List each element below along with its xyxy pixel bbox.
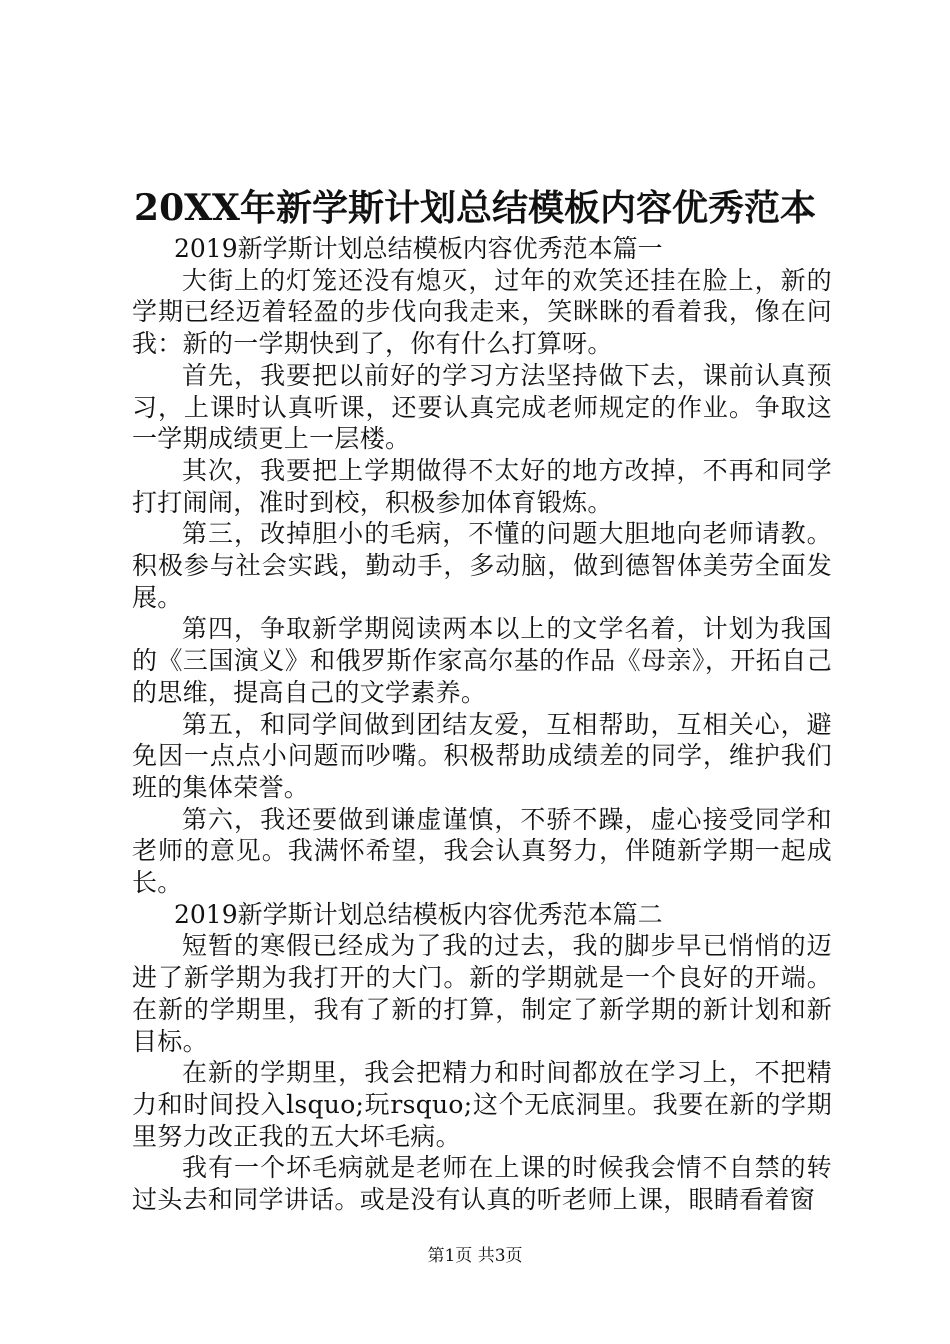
paragraph: 第三，改掉胆小的毛病，不懂的问题大胆地向老师请教。积极参与社会实践，勤动手，多动脑，做到德智体美劳全面发展。 <box>132 519 832 612</box>
section-heading-1: 2019新学斯计划总结模板内容优秀范本篇一 <box>174 234 663 263</box>
paragraph: 其次，我要把上学期做得不太好的地方改掉，不再和同学打打闹闹，准时到校，积极参加体育锻炼。 <box>132 455 832 517</box>
paragraph: 在新的学期里，我会把精力和时间都放在学习上，不把精力和时间投入lsquo;玩rsquo;这个无底洞里。我要在新的学期里努力改正我的五大坏毛病。 <box>132 1058 832 1151</box>
paragraph: 首先，我要把以前好的学习方法坚持做下去，课前认真预习，上课时认真听课，还要认真完成老师规定的作业。争取这一学期成绩更上一层楼。 <box>132 360 832 454</box>
paragraph: 短暂的寒假已经成为了我的过去，我的脚步早已悄悄的迈进了新学期为我打开的大门。新的学期就是一个良好的开端。在新的学期里，我有了新的打算，制定了新学期的新计划和新目标。 <box>132 931 832 1056</box>
paragraph: 第六，我还要做到谦虚谨慎，不骄不躁，虚心接受同学和老师的意见。我满怀希望，我会认真努力，伴随新学期一起成长。 <box>132 804 832 898</box>
page-footer: 第1页 共3页 <box>427 1246 523 1266</box>
document-title: 20XX年新学斯计划总结模板内容优秀范本 <box>134 187 816 229</box>
document-body <box>132 233 832 1216</box>
paragraph: 第四，争取新学期阅读两本以上的文学名着，计划为我国的《三国演义》和俄罗斯作家高尔基的作品《母亲》，开拓自己的思维，提高自己的文学素养。 <box>132 614 832 707</box>
paragraph: 第五，和同学间做到团结友爱，互相帮助，互相关心，避免因一点点小问题而吵嘴。积极帮助成绩差的同学，维护我们班的集体荣誉。 <box>132 709 832 802</box>
section-heading-2: 2019新学斯计划总结模板内容优秀范本篇二 <box>174 899 663 929</box>
paragraph: 大街上的灯笼还没有熄灭，过年的欢笑还挂在脸上，新的学期已经迈着轻盈的步伐向我走来，笑眯眯的看着我，像在问我：新的一学期快到了，你有什么打算呀。 <box>132 265 832 359</box>
paragraph: 我有一个坏毛病就是老师在上课的时候我会情不自禁的转过头去和同学讲话。或是没有认真的听老师上课，眼睛看着窗 <box>132 1153 832 1215</box>
